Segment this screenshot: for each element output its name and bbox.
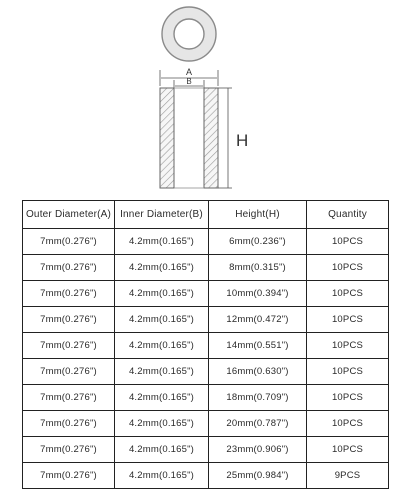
cell-inner-diameter: 4.2mm(0.165") (115, 359, 209, 385)
cell-quantity: 10PCS (307, 229, 389, 255)
table-row (23, 437, 389, 463)
cell-height: 6mm(0.236") (209, 229, 307, 255)
label-h: H (236, 131, 249, 150)
left-wall (160, 88, 174, 188)
cell-quantity: 10PCS (307, 437, 389, 463)
inner-hole (174, 19, 204, 49)
spacer-top-view (162, 7, 216, 61)
header-inner-diameter: Inner Diameter(B) (115, 201, 209, 229)
cell-outer-diameter: 7mm(0.276") (23, 359, 115, 385)
cell-outer-diameter: 7mm(0.276") (23, 255, 115, 281)
cell-inner-diameter: 4.2mm(0.165") (115, 385, 209, 411)
cell-outer-diameter: 7mm(0.276") (23, 229, 115, 255)
table-row (23, 229, 389, 255)
cell-height: 25mm(0.984") (209, 463, 307, 489)
cell-height: 12mm(0.472") (209, 307, 307, 333)
header-outer-diameter: Outer Diameter(A) (23, 201, 115, 229)
cell-quantity: 10PCS (307, 255, 389, 281)
cell-quantity: 10PCS (307, 307, 389, 333)
table-row (23, 281, 389, 307)
cell-quantity: 9PCS (307, 463, 389, 489)
cell-height: 23mm(0.906") (209, 437, 307, 463)
table-row (23, 463, 389, 489)
cell-outer-diameter: 7mm(0.276") (23, 281, 115, 307)
cell-outer-diameter: 7mm(0.276") (23, 307, 115, 333)
cell-outer-diameter: 7mm(0.276") (23, 411, 115, 437)
table-row (23, 255, 389, 281)
height-dimension (218, 88, 248, 188)
table-row (23, 307, 389, 333)
table-row (23, 333, 389, 359)
cell-height: 10mm(0.394") (209, 281, 307, 307)
table-row (23, 385, 389, 411)
cell-inner-diameter: 4.2mm(0.165") (115, 463, 209, 489)
cell-inner-diameter: 4.2mm(0.165") (115, 281, 209, 307)
size-specification-table-container (22, 200, 388, 489)
cell-quantity: 10PCS (307, 385, 389, 411)
cell-quantity: 10PCS (307, 411, 389, 437)
spacer-technical-drawing (0, 0, 410, 200)
table-row (23, 359, 389, 385)
header-quantity: Quantity (307, 201, 389, 229)
cell-inner-diameter: 4.2mm(0.165") (115, 411, 209, 437)
label-b: B (186, 77, 192, 86)
cell-height: 20mm(0.787") (209, 411, 307, 437)
cell-outer-diameter: 7mm(0.276") (23, 333, 115, 359)
cell-quantity: 10PCS (307, 359, 389, 385)
size-specification-table (22, 200, 389, 489)
cell-height: 16mm(0.630") (209, 359, 307, 385)
cell-quantity: 10PCS (307, 333, 389, 359)
cell-inner-diameter: 4.2mm(0.165") (115, 255, 209, 281)
cell-height: 8mm(0.315") (209, 255, 307, 281)
cell-quantity: 10PCS (307, 281, 389, 307)
cell-outer-diameter: 7mm(0.276") (23, 385, 115, 411)
right-wall (204, 88, 218, 188)
cell-inner-diameter: 4.2mm(0.165") (115, 437, 209, 463)
spacer-section-view (160, 88, 218, 188)
cell-outer-diameter: 7mm(0.276") (23, 463, 115, 489)
table-row (23, 411, 389, 437)
header-height: Height(H) (209, 201, 307, 229)
cell-inner-diameter: 4.2mm(0.165") (115, 229, 209, 255)
cell-outer-diameter: 7mm(0.276") (23, 437, 115, 463)
table-header-row (23, 201, 389, 229)
cell-height: 14mm(0.551") (209, 333, 307, 359)
cell-inner-diameter: 4.2mm(0.165") (115, 333, 209, 359)
cell-height: 18mm(0.709") (209, 385, 307, 411)
label-a: A (185, 67, 193, 77)
cell-inner-diameter: 4.2mm(0.165") (115, 307, 209, 333)
